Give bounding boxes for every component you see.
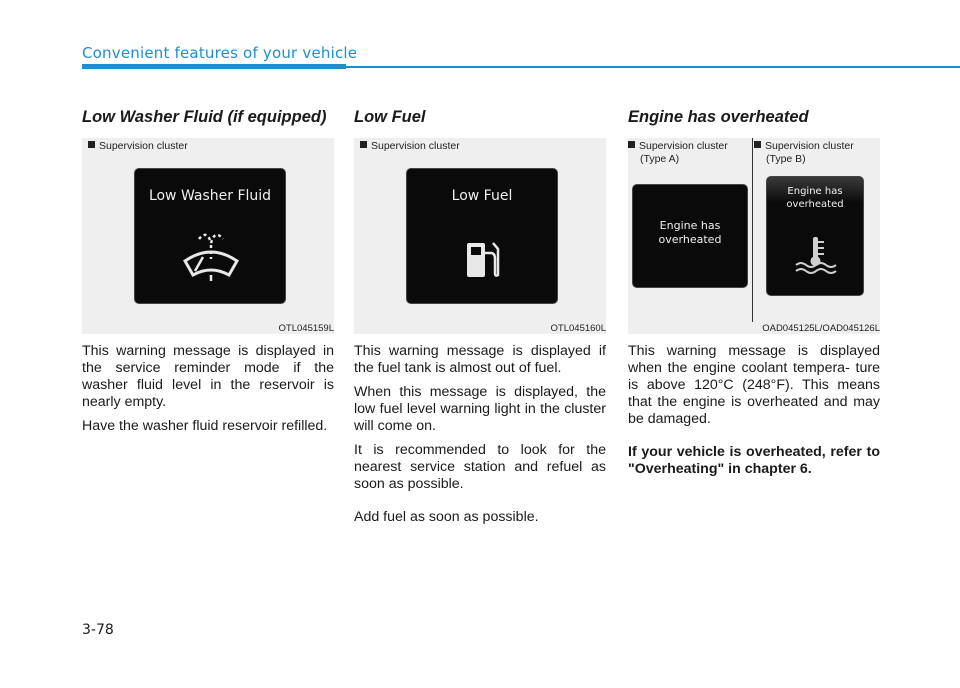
figure-low-washer-fluid [82, 138, 334, 334]
paragraph: This warning message is displayed if the fuel tank is almost out of fuel. [354, 343, 606, 376]
screen-text: overheated [658, 233, 722, 246]
screen-title: Low Fuel [451, 188, 513, 204]
cluster-screen-type-a [632, 184, 748, 288]
paragraph: It is recommended to look for the nearest service station and refuel as soon as possible. [354, 442, 606, 492]
figure-low-fuel [354, 138, 606, 334]
image-code: OTL045160L [550, 323, 606, 334]
paragraph: This warning message is displayed when the engine coolant tempera- ture is above 120°C (248°F). This means that the engine is overheated and may be damaged. [628, 343, 880, 427]
image-code: OTL045159L [278, 323, 334, 334]
section-low-washer-fluid [82, 108, 334, 435]
figure-caption-type-a-sub: (Type A) [640, 153, 680, 165]
bold-note: If your vehicle is overheated, refer to "Overheating" in chapter 6. [628, 444, 880, 477]
section-low-fuel [354, 108, 606, 526]
paragraph: Have the washer fluid reservoir refilled. [82, 418, 328, 434]
screen-text: Engine has [659, 219, 721, 232]
heading-engine-overheated: Engine has overheated [628, 108, 809, 126]
page-number: 3-78 [82, 622, 114, 638]
paragraph: When this message is displayed, the low fuel level warning light in the cluster will come on. [354, 384, 606, 434]
heading-low-fuel: Low Fuel [354, 108, 426, 126]
screen-text: overheated [786, 199, 844, 210]
header-accent-bar [82, 64, 346, 69]
section-title: Convenient features of your vehicle [82, 44, 358, 62]
cluster-screen [134, 168, 286, 304]
figure-divider [752, 138, 753, 322]
coolant-temperature-icon [794, 235, 838, 275]
windshield-washer-icon [181, 231, 241, 283]
heading-low-washer-fluid: Low Washer Fluid (if equipped) [82, 108, 327, 126]
figure-engine-overheated [628, 138, 880, 334]
figure-caption-type-a: Supervision cluster [639, 140, 728, 152]
figure-caption-type-b: Supervision cluster [765, 140, 854, 152]
screen-text: Engine has [787, 186, 843, 197]
screen-title: Low Washer Fluid [148, 188, 272, 204]
fuel-pump-icon [463, 239, 503, 283]
figure-caption-type-b-sub: (Type B) [766, 153, 806, 165]
image-code: OAD045125L/OAD045126L [762, 323, 880, 334]
figure-caption: Supervision cluster [371, 140, 460, 152]
cluster-screen [406, 168, 558, 304]
cluster-screen-type-b [766, 176, 864, 296]
figure-caption: Supervision cluster [99, 140, 188, 152]
section-engine-overheated [628, 108, 880, 478]
paragraph: This warning message is displayed in the service reminder mode if the washer fluid level in the reservoir is nearly empty. [82, 343, 334, 410]
paragraph: Add fuel as soon as possible. [354, 509, 539, 525]
